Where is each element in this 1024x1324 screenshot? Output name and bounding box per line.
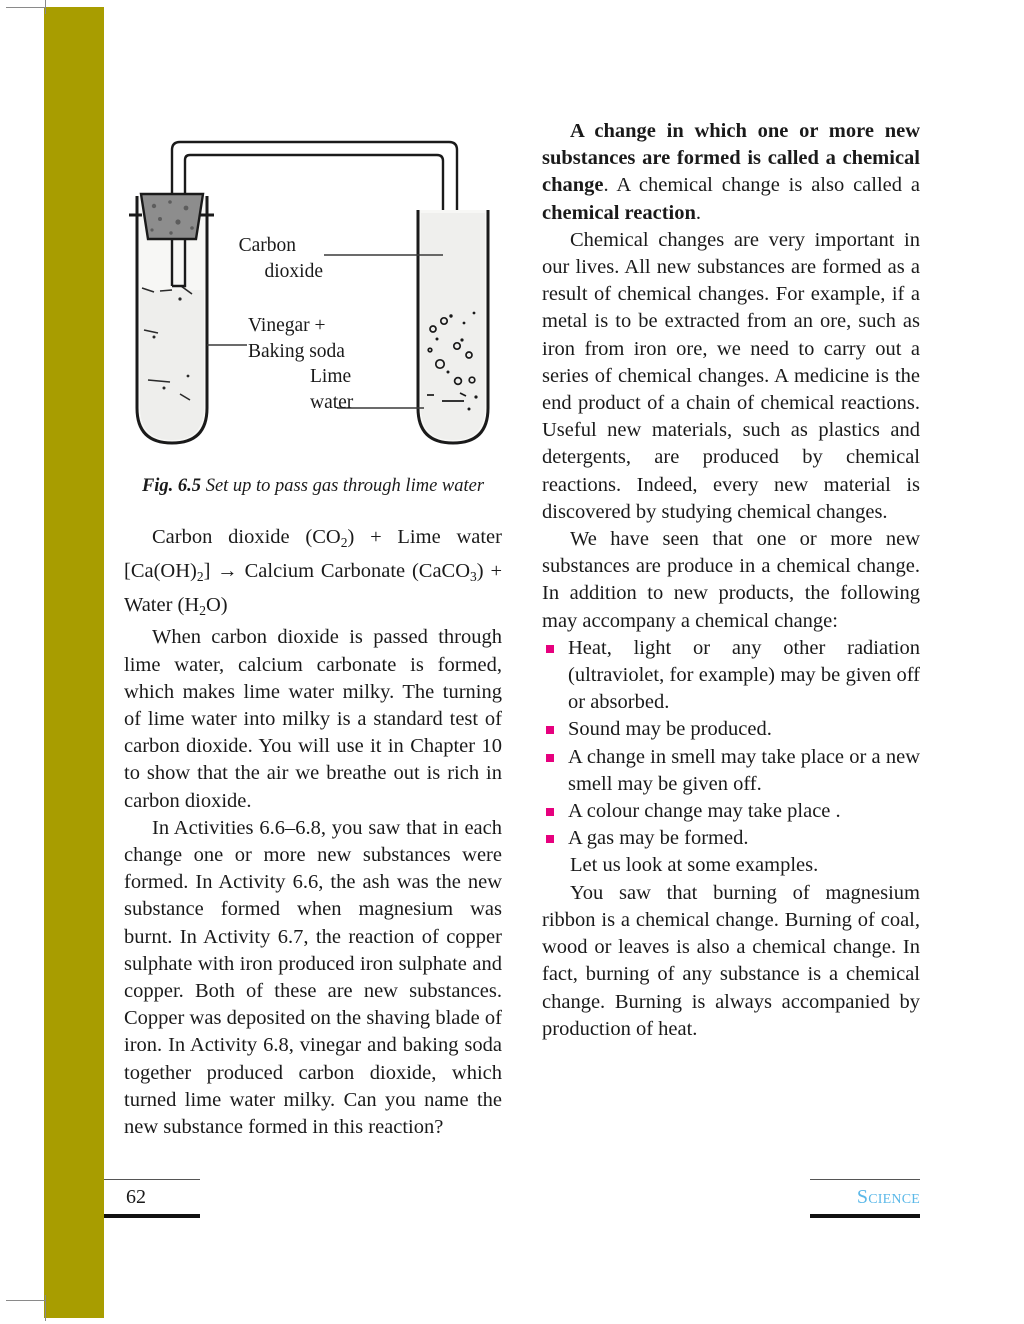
left-paragraph-2: In Activities 6.6–6.8, you saw that in each change one or more new substances were formed. In Activity 6.6, the ash was the new substance formed when magnesium was burnt. In Activity 6.7, the reaction of copper sulphate with iron produced iron sulphate and copper. Both of these are new substances. Copper was deposited on the shaving blade of iron. In Activity 6.8, vinegar and baking soda together produced carbon dioxide, which turned lime water milky. Can you name the new substance formed in this reaction?: [124, 816, 502, 1138]
right-paragraph-4: You saw that burning of magnesium ribbon is a chemical change. Burning of coal, wood or leaves is also a chemical change. In fact, burning of any substance is a chemical change. Burning is always accompanied by production of heat.: [542, 881, 920, 1040]
equation-sub-3: 3: [470, 568, 477, 584]
equation-sub-1: 2: [340, 534, 348, 550]
label-carbon-dioxide-line2: dioxide: [264, 261, 323, 282]
list-item: [542, 744, 920, 798]
crop-mark-top-vertical: [45, 0, 46, 14]
footer-right-rule-thick: [810, 1214, 920, 1218]
footer-page-number-block: [104, 1179, 200, 1218]
decorative-side-band: [44, 7, 104, 1318]
definition-bold-chemical-change: A change in which one or more new substances are formed is called a chemical change: [542, 120, 920, 197]
label-lime-water-line2: water: [310, 392, 354, 413]
bullet-square-icon: [546, 645, 554, 653]
equation-sub-4: 2: [199, 602, 206, 618]
list-item: [542, 825, 920, 852]
crop-mark-top-horizontal: [6, 7, 46, 8]
right-paragraph-2: We have seen that one or more new substances are produce in a chemical change. In addition to new products, the following may accompany a chemical change:: [542, 528, 920, 632]
list-item-text: A change in smell may take place or a new smell may be given off.: [568, 745, 920, 795]
definition-bold-chemical-reaction: chemical reaction: [542, 201, 696, 224]
figure-caption-text: Set up to pass gas through lime water: [205, 476, 485, 496]
crop-mark-bottom-horizontal: [6, 1300, 46, 1301]
lime-water-setup-svg: [124, 118, 502, 458]
figure-caption: [124, 476, 502, 497]
label-lime-water-line1: Lime: [310, 366, 352, 387]
delivery-tube-inner-wall: [185, 155, 443, 311]
footer-left-rule-thick: [104, 1214, 200, 1218]
left-column: [124, 118, 502, 1141]
list-item-text: A gas may be formed.: [568, 827, 749, 850]
page-number: 62: [126, 1186, 146, 1208]
list-item-text: Sound may be produced.: [568, 718, 772, 741]
definition-plain-1: . A chemical change is also called a: [603, 174, 920, 197]
right-paragraph-1: Chemical changes are very important in our lives. All new substances are formed as a result of chemical changes. For example, if a metal is to be extracted from an ore, such as iron from iron ore, we need to carry out a series of chemical changes. A medicine is the end product of a chain of chemical reactions. Useful new materials, such as plastics and detergents, are produced by chemical reactions. Indeed, every new material is discovered by studying chemical changes.: [542, 228, 920, 523]
right-paragraph-3: Let us look at some examples.: [570, 854, 819, 877]
figure-number: Fig. 6.5: [141, 476, 202, 496]
equation-part-5: O): [205, 593, 228, 616]
bullet-square-icon: [546, 754, 554, 762]
left-paragraph-1: When carbon dioxide is passed through lime water, calcium carbonate is formed, which makes lime water milky. The turning of lime water into milky is a standard test of carbon dioxide. You will use it in Chapter 10 to show that the air we breathe out is rich in carbon dioxide.: [124, 626, 502, 812]
right-intro-paragraph: [542, 118, 920, 227]
left-tube-liquid: [140, 290, 204, 440]
label-vinegar-line2: Baking soda: [248, 341, 345, 362]
bullet-square-icon: [546, 835, 554, 843]
definition-plain-2: .: [695, 201, 702, 224]
page-footer: [104, 1179, 920, 1227]
list-item: [542, 798, 920, 825]
equation-part-1: Carbon dioxide (CO: [152, 526, 341, 548]
footer-subject-label: Science: [856, 1186, 920, 1208]
equation-part-3: ] → Calcium Carbonate (CaCO: [203, 559, 471, 582]
list-item: [542, 716, 920, 743]
list-item-text: A colour change may take place .: [568, 800, 841, 823]
footer-subject-block: [810, 1179, 920, 1218]
label-vinegar-line1: Vinegar +: [248, 315, 326, 336]
equation-sub-2: 2: [196, 568, 204, 584]
equation-part-4: ) + Water (H: [124, 559, 503, 616]
bullet-square-icon: [546, 726, 554, 734]
label-carbon-dioxide-line1: Carbon: [238, 235, 296, 256]
figure-6-5-diagram: [124, 118, 502, 458]
chemical-equation: [124, 523, 502, 624]
chemical-change-effects-list: [542, 635, 920, 853]
right-column: [542, 118, 920, 1043]
crop-mark-bottom-vertical: [45, 1295, 46, 1321]
list-item: [542, 635, 920, 717]
bullet-square-icon: [546, 808, 554, 816]
list-item-text: Heat, light or any other radiation (ultraviolet, for example) may be given off or absorbed.: [568, 636, 920, 714]
equation-part-2: ) + Lime water [Ca(OH): [124, 526, 502, 582]
